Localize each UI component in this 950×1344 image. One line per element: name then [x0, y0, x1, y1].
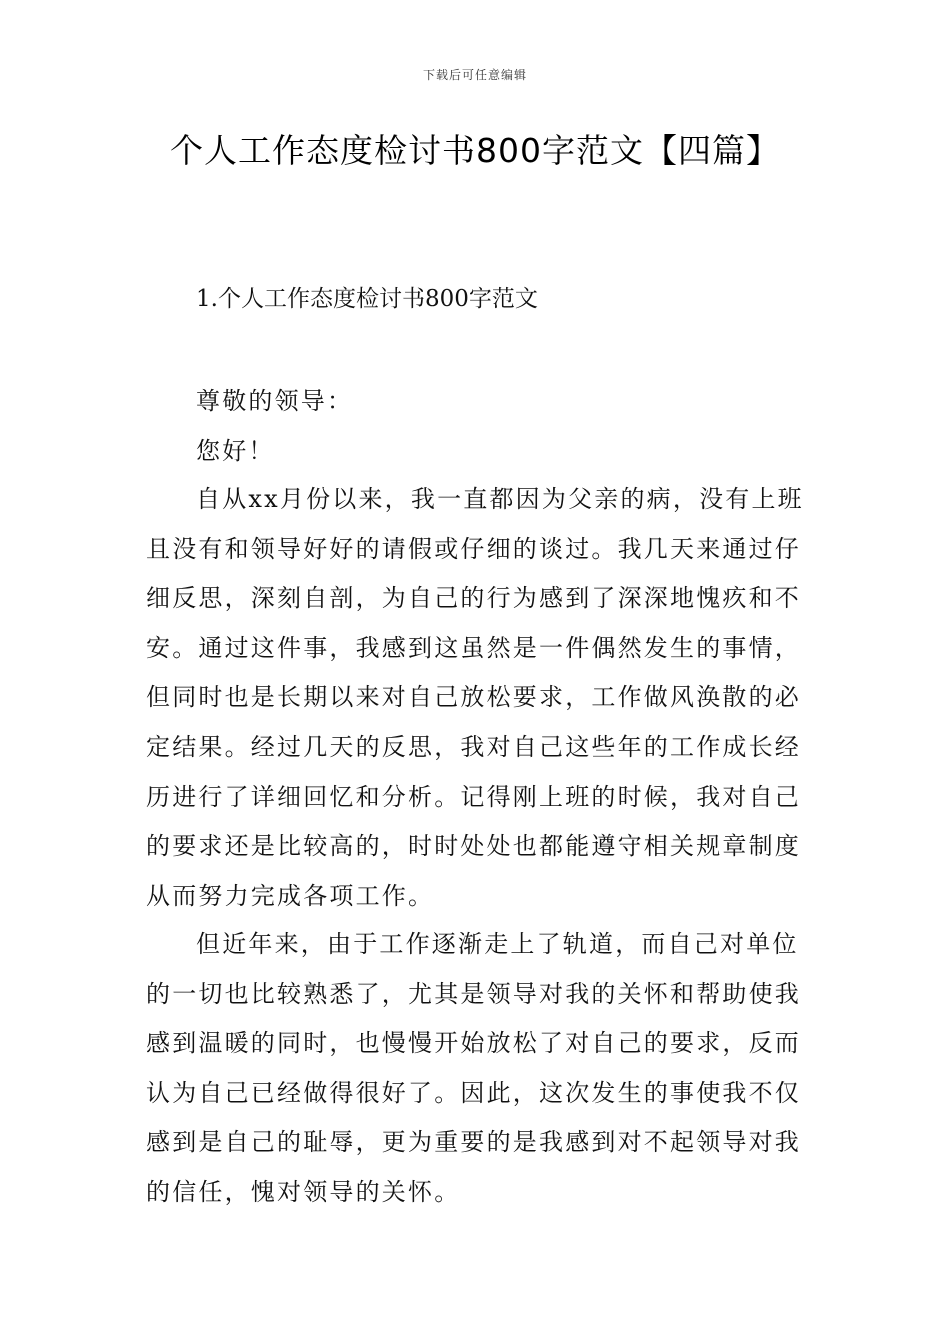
document-title: 个人工作态度检讨书800字范文【四篇】: [170, 131, 780, 170]
letter-salutation: [146, 377, 806, 427]
section-heading: 1.个人工作态度检讨书800字范文: [196, 286, 538, 312]
greeting-text: 您好！: [196, 437, 275, 465]
letter-paragraph-1: [146, 475, 806, 921]
paragraph-2-text: 但近年来，由于工作逐渐走上了轨道，而自己对单位的一切也比较熟悉了，尤其是领导对我的关怀和帮助使我感到温暖的同时，也慢慢开始放松了对自己的要求，反而认为自己已经做得很好了。因此，这次发生的事使我不仅感到是自己的耻辱，更为重要的是我感到对不起领导对我的信任，愧对领导的关怀。: [146, 930, 801, 1206]
salutation-text: 尊敬的领导：: [196, 387, 354, 415]
letter-greeting: [146, 427, 806, 477]
paragraph-1-text: 自从xx月份以来，我一直都因为父亲的病，没有上班且没有和领导好好的请假或仔细的谈过。我几天来通过仔细反思，深刻自剖，为自己的行为感到了深深地愧疚和不安。通过这件事，我感到这虽然是一件偶然发生的事情，但同时也是长期以来对自己放松要求，工作做风涣散的必定结果。经过几天的反思，我对自己这些年的工作成长经历进行了详细回忆和分析。记得刚上班的时候，我对自己的要求还是比较高的，时时处处也都能遵守相关规章制度从而努力完成各项工作。: [146, 485, 804, 910]
header-note: 下载后可任意编辑: [422, 68, 527, 82]
letter-paragraph-2: [146, 920, 806, 1218]
